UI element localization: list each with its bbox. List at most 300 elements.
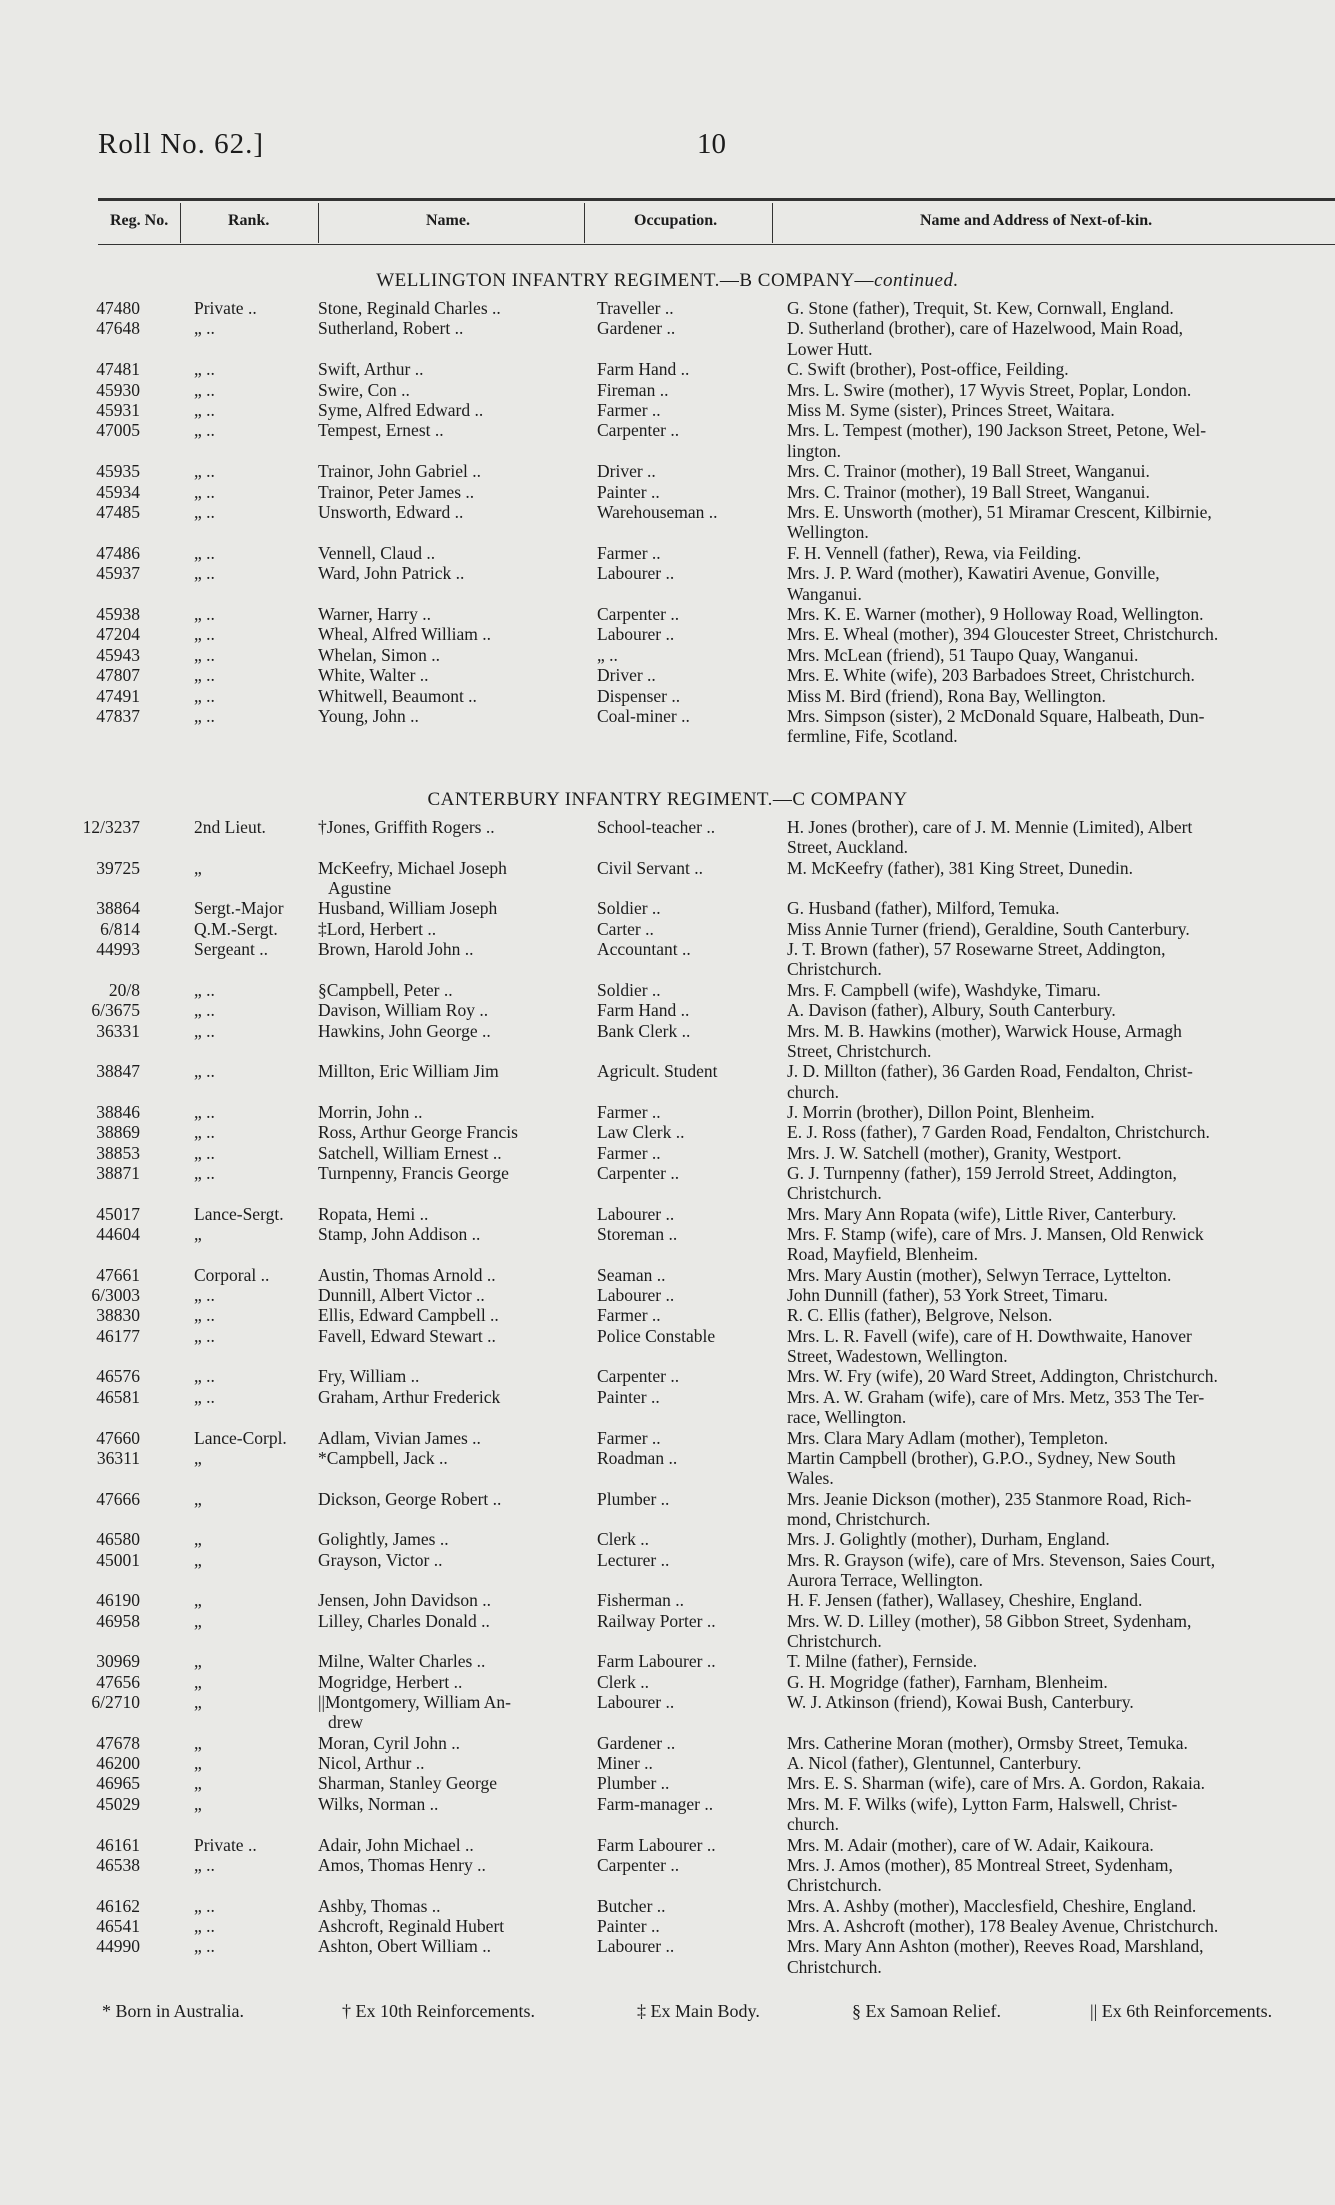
- footnote: * Born in Australia.: [102, 2001, 244, 2021]
- rank: „: [194, 1732, 202, 1753]
- table-row: [0, 380, 1335, 400]
- soldier-name: Vennell, Claud ..: [318, 542, 436, 563]
- rank: Private ..: [194, 298, 257, 318]
- table-row: [0, 359, 1335, 379]
- occupation: Plumber ..: [597, 1773, 670, 1794]
- soldier-name: Lilley, Charles Donald ..: [318, 1610, 490, 1631]
- table-row: [0, 604, 1335, 624]
- rank: 2nd Lieut.: [194, 817, 266, 837]
- reg-number: 46541: [96, 1915, 140, 1936]
- soldier-name: Trainor, John Gabriel ..: [318, 461, 481, 482]
- reg-number: 38871: [96, 1162, 140, 1183]
- occupation: Coal-miner ..: [597, 706, 690, 726]
- rank: „: [194, 1651, 202, 1672]
- rank: „: [194, 1773, 202, 1794]
- occupation: Farmer ..: [597, 1142, 661, 1163]
- soldier-name: ||Montgomery, William An-: [318, 1692, 511, 1713]
- table-row: [0, 563, 1335, 583]
- occupation: Carpenter ..: [597, 1366, 680, 1387]
- soldier-name: Mogridge, Herbert ..: [318, 1671, 463, 1692]
- rank: Corporal ..: [194, 1264, 270, 1285]
- rank: Lance-Sergt.: [194, 1203, 284, 1224]
- footnote: § Ex Samoan Relief.: [852, 2001, 1001, 2021]
- rank: „: [194, 1793, 202, 1814]
- occupation: Farm Hand ..: [597, 359, 690, 380]
- reg-number: 47486: [96, 542, 140, 563]
- occupation: Storeman ..: [597, 1224, 678, 1244]
- occupation: Labourer ..: [597, 563, 675, 584]
- next-of-kin: Mrs. R. Grayson (wife), care of Mrs. Stevenson, Saies Court,: [787, 1549, 1216, 1570]
- reg-number: 38853: [96, 1142, 140, 1163]
- soldier-name: Hawkins, John George ..: [318, 1020, 491, 1041]
- next-of-kin: Mrs. Mary Ann Ropata (wife), Little River, Canterbury.: [787, 1203, 1177, 1224]
- next-of-kin: Miss M. Syme (sister), Princes Street, Waitara.: [787, 400, 1115, 420]
- soldier-name: Unsworth, Edward ..: [318, 502, 464, 522]
- occupation: Farmer ..: [597, 400, 661, 420]
- name-continued: drew: [328, 1712, 363, 1733]
- soldier-name: Graham, Arthur Frederick: [318, 1386, 501, 1407]
- rank: Sergeant ..: [194, 939, 269, 960]
- table-row: [0, 686, 1335, 706]
- reg-number: 45017: [96, 1203, 140, 1224]
- col-name: Name.: [426, 212, 470, 229]
- soldier-name: *Campbell, Jack ..: [318, 1447, 448, 1468]
- next-of-kin: H. Jones (brother), care of J. M. Mennie (Limited), Albert: [787, 817, 1193, 837]
- soldier-name: Syme, Alfred Edward ..: [318, 400, 484, 420]
- reg-number: 38847: [96, 1061, 140, 1082]
- column-divider: [180, 203, 181, 243]
- soldier-name: Austin, Thomas Arnold ..: [318, 1264, 496, 1285]
- soldier-name: Amos, Thomas Henry ..: [318, 1854, 486, 1875]
- next-of-kin: J. D. Millton (father), 36 Garden Road, Fendalton, Christ-: [787, 1061, 1193, 1082]
- soldier-name: Young, John ..: [318, 706, 419, 726]
- next-of-kin-continued: Wanganui.: [787, 583, 862, 604]
- reg-number: 46162: [96, 1895, 140, 1916]
- next-of-kin: Mrs. L. Swire (mother), 17 Wyvis Street, Poplar, London.: [787, 379, 1192, 400]
- reg-number: 47656: [96, 1671, 140, 1692]
- next-of-kin: John Dunnill (father), 53 York Street, Timaru.: [787, 1285, 1108, 1306]
- occupation: Traveller ..: [597, 298, 674, 318]
- next-of-kin: D. Sutherland (brother), care of Hazelwood, Main Road,: [787, 318, 1184, 339]
- rank: „ ..: [194, 420, 215, 441]
- footnote: ‡ Ex Main Body.: [637, 2001, 760, 2021]
- rank: „ ..: [194, 979, 215, 1000]
- table-row: [0, 1733, 1335, 1753]
- table-row: [0, 980, 1335, 1000]
- reg-number: 46190: [96, 1590, 140, 1611]
- next-of-kin: Mrs. E. Wheal (mother), 394 Gloucester Street, Christchurch.: [787, 624, 1219, 645]
- next-of-kin: R. C. Ellis (father), Belgrove, Nelson.: [787, 1305, 1053, 1326]
- reg-number: 46538: [96, 1854, 140, 1875]
- next-of-kin-continued: lington.: [787, 440, 841, 461]
- next-of-kin: Mrs. Simpson (sister), 2 McDonald Square, Halbeath, Dun-: [787, 706, 1205, 726]
- next-of-kin: Miss M. Bird (friend), Rona Bay, Wellington.: [787, 685, 1106, 706]
- next-of-kin: Mrs. W. Fry (wife), 20 Ward Street, Addington, Christchurch.: [787, 1366, 1218, 1387]
- soldier-name: Wheal, Alfred William ..: [318, 624, 491, 645]
- table-row: [0, 1000, 1335, 1020]
- reg-number: 30969: [96, 1651, 140, 1672]
- next-of-kin: Mrs. J. Golightly (mother), Durham, England.: [787, 1529, 1110, 1550]
- table-row: [0, 1021, 1335, 1041]
- soldier-name: Dickson, George Robert ..: [318, 1488, 502, 1509]
- occupation: Carpenter ..: [597, 1162, 680, 1183]
- reg-number: 46576: [96, 1366, 140, 1387]
- table-row: [0, 939, 1335, 959]
- table-row: [0, 1326, 1335, 1346]
- table-row: [0, 1448, 1335, 1468]
- reg-number: 46958: [96, 1610, 140, 1631]
- occupation: Gardener ..: [597, 1732, 676, 1753]
- reg-number: 47648: [96, 318, 140, 339]
- occupation: Farmer ..: [597, 542, 661, 563]
- occupation: Civil Servant ..: [597, 857, 703, 878]
- soldier-name: Favell, Edward Stewart ..: [318, 1325, 496, 1346]
- soldier-name: Sharman, Stanley George: [318, 1773, 498, 1794]
- header-rule-top: [98, 198, 1335, 201]
- occupation: Farm Labourer ..: [597, 1834, 716, 1855]
- reg-number: 47678: [96, 1732, 140, 1753]
- next-of-kin: Mrs. L. Tempest (mother), 190 Jackson Street, Petone, Wel-: [787, 420, 1207, 441]
- rank: „ ..: [194, 502, 215, 522]
- next-of-kin: M. McKeefry (father), 381 King Street, Dunedin.: [787, 857, 1134, 878]
- rank: „: [194, 1753, 202, 1774]
- occupation: Farmer ..: [597, 1305, 661, 1326]
- next-of-kin: J. Morrin (brother), Dillon Point, Blenheim.: [787, 1101, 1095, 1122]
- rank: „ ..: [194, 1285, 215, 1306]
- rank: „: [194, 1447, 202, 1468]
- column-divider: [584, 203, 585, 243]
- reg-number: 45934: [96, 481, 140, 502]
- table-row: [0, 1835, 1335, 1855]
- next-of-kin: Mrs. M. B. Hawkins (mother), Warwick House, Armagh: [787, 1020, 1182, 1041]
- occupation: Labourer ..: [597, 1936, 675, 1957]
- reg-number: 46581: [96, 1386, 140, 1407]
- occupation: Soldier ..: [597, 898, 661, 919]
- reg-number: 38869: [96, 1122, 140, 1143]
- table-row: [0, 706, 1335, 726]
- next-of-kin-continued: Street, Christchurch.: [787, 1040, 932, 1061]
- rank: „ ..: [194, 1895, 215, 1916]
- occupation: Clerk ..: [597, 1671, 650, 1692]
- rank: „: [194, 1692, 202, 1713]
- rank: „: [194, 1529, 202, 1550]
- next-of-kin: Mrs. Mary Ann Ashton (mother), Reeves Road, Marshland,: [787, 1936, 1204, 1957]
- occupation: Farmer ..: [597, 1427, 661, 1448]
- soldier-name: Sutherland, Robert ..: [318, 318, 464, 339]
- occupation: Farm-manager ..: [597, 1793, 714, 1814]
- reg-number: 47666: [96, 1488, 140, 1509]
- reg-number: 47485: [96, 502, 140, 522]
- section-title-wellington: WELLINGTON INFANTRY REGIMENT.—B COMPANY—continued.: [376, 270, 959, 291]
- soldier-name: Husband, William Joseph: [318, 898, 498, 919]
- table-row: [0, 1936, 1335, 1956]
- next-of-kin-continued: Christchurch.: [787, 1183, 882, 1204]
- rank: „ ..: [194, 1366, 215, 1387]
- occupation: Gardener ..: [597, 318, 676, 339]
- next-of-kin-continued: mond, Christchurch.: [787, 1508, 931, 1529]
- reg-number: 45001: [96, 1549, 140, 1570]
- reg-number: 20/8: [108, 979, 140, 1000]
- occupation: Labourer ..: [597, 1203, 675, 1224]
- soldier-name: Milne, Walter Charles ..: [318, 1651, 486, 1672]
- soldier-name: White, Walter ..: [318, 665, 429, 686]
- col-rank: Rank.: [228, 212, 270, 229]
- next-of-kin-continued: Christchurch.: [787, 1956, 882, 1977]
- table-row: [0, 1611, 1335, 1631]
- rank: „ ..: [194, 1122, 215, 1143]
- reg-number: 38864: [96, 898, 140, 919]
- soldier-name: Stamp, John Addison ..: [318, 1224, 481, 1244]
- reg-number: 45029: [96, 1793, 140, 1814]
- occupation: Labourer ..: [597, 1692, 675, 1713]
- occupation: Soldier ..: [597, 979, 661, 1000]
- rank: „ ..: [194, 1020, 215, 1041]
- rank: „ ..: [194, 359, 215, 380]
- soldier-name: Ross, Arthur George Francis: [318, 1122, 518, 1143]
- soldier-name: ‡Lord, Herbert ..: [318, 918, 437, 939]
- reg-number: 36331: [96, 1020, 140, 1041]
- table-row: [0, 1489, 1335, 1509]
- reg-number: 47005: [96, 420, 140, 441]
- rank: „ ..: [194, 1915, 215, 1936]
- next-of-kin-continued: Christchurch.: [787, 1631, 882, 1651]
- next-of-kin: G. Husband (father), Milford, Temuka.: [787, 898, 1060, 919]
- table-row: [0, 1753, 1335, 1773]
- occupation: Farm Labourer ..: [597, 1651, 716, 1672]
- next-of-kin: A. Davison (father), Albury, South Canterbury.: [787, 1000, 1116, 1021]
- rank: „ ..: [194, 379, 215, 400]
- reg-number: 47480: [96, 298, 140, 318]
- next-of-kin-continued: church.: [787, 1081, 839, 1102]
- reg-number: 44604: [96, 1224, 140, 1244]
- rank: „ ..: [194, 1000, 215, 1021]
- soldier-name: Stone, Reginald Charles ..: [318, 298, 501, 318]
- next-of-kin-continued: Wales.: [787, 1468, 834, 1489]
- reg-number: 46161: [96, 1834, 140, 1855]
- footnote: || Ex 6th Reinforcements.: [1090, 2001, 1273, 2021]
- next-of-kin-continued: Lower Hutt.: [787, 338, 873, 359]
- rank: „ ..: [194, 461, 215, 482]
- soldier-name: Adlam, Vivian James ..: [318, 1427, 481, 1448]
- col-occupation: Occupation.: [634, 212, 718, 229]
- next-of-kin: A. Nicol (father), Glentunnel, Canterbury.: [787, 1753, 1082, 1774]
- next-of-kin-continued: Christchurch.: [787, 1875, 882, 1896]
- reg-number: 47491: [96, 685, 140, 706]
- next-of-kin: J. T. Brown (father), 57 Rosewarne Street, Addington,: [787, 939, 1166, 960]
- next-of-kin-continued: Aurora Terrace, Wellington.: [787, 1569, 983, 1590]
- reg-number: 6/814: [100, 918, 140, 939]
- next-of-kin-continued: Street, Auckland.: [787, 837, 909, 858]
- reg-number: 12/3237: [82, 817, 140, 837]
- soldier-name: Fry, William ..: [318, 1366, 420, 1387]
- soldier-name: Ward, John Patrick ..: [318, 563, 465, 584]
- occupation: Carpenter ..: [597, 1854, 680, 1875]
- footnote: † Ex 10th Reinforcements.: [342, 2001, 535, 2021]
- next-of-kin: G. Stone (father), Trequit, St. Kew, Cornwall, England.: [787, 298, 1174, 318]
- occupation: Seaman ..: [597, 1264, 666, 1285]
- table-row: [0, 1550, 1335, 1570]
- occupation: Roadman ..: [597, 1447, 678, 1468]
- next-of-kin: Mrs. E. White (wife), 203 Barbadoes Street, Christchurch.: [787, 665, 1195, 686]
- reg-number: 47661: [96, 1264, 140, 1285]
- rank: Sergt.-Major: [194, 898, 284, 919]
- next-of-kin-continued: fermline, Fife, Scotland.: [787, 726, 958, 747]
- table-row: [0, 624, 1335, 644]
- occupation: Fisherman ..: [597, 1590, 685, 1611]
- table-row: [0, 482, 1335, 502]
- next-of-kin: F. H. Vennell (father), Rewa, via Feilding.: [787, 542, 1082, 563]
- rank: „ ..: [194, 1325, 215, 1346]
- table-row: [0, 400, 1335, 420]
- table-row: [0, 1102, 1335, 1122]
- reg-number: 6/3003: [91, 1285, 140, 1306]
- occupation: Butcher ..: [597, 1895, 666, 1916]
- table-row: [0, 1387, 1335, 1407]
- rank: Lance-Corpl.: [194, 1427, 287, 1448]
- reg-number: 45937: [96, 563, 140, 584]
- reg-number: 38846: [96, 1101, 140, 1122]
- reg-number: 38830: [96, 1305, 140, 1326]
- reg-number: 46177: [96, 1325, 140, 1346]
- next-of-kin: E. J. Ross (father), 7 Garden Road, Fendalton, Christchurch.: [787, 1122, 1210, 1143]
- table-row: [0, 1896, 1335, 1916]
- next-of-kin: Mrs. Clara Mary Adlam (mother), Templeton.: [787, 1427, 1109, 1448]
- occupation: Bank Clerk ..: [597, 1020, 691, 1041]
- column-divider: [772, 203, 773, 243]
- occupation: Driver ..: [597, 461, 656, 482]
- section-title-canterbury: CANTERBURY INFANTRY REGIMENT.—C COMPANY: [427, 789, 908, 810]
- next-of-kin: Mrs. M. Adair (mother), care of W. Adair, Kaikoura.: [787, 1834, 1154, 1855]
- rank: Private ..: [194, 1834, 257, 1855]
- soldier-name: Nicol, Arthur ..: [318, 1753, 425, 1774]
- soldier-name: Brown, Harold John ..: [318, 939, 474, 960]
- soldier-name: Ellis, Edward Campbell ..: [318, 1305, 499, 1326]
- next-of-kin: Mrs. E. Unsworth (mother), 51 Miramar Crescent, Kilbirnie,: [787, 502, 1212, 522]
- table-row: [0, 817, 1335, 837]
- occupation: Fireman ..: [597, 379, 669, 400]
- reg-number: 47481: [96, 359, 140, 380]
- occupation: Painter ..: [597, 1386, 660, 1407]
- next-of-kin-continued: race, Wellington.: [787, 1407, 907, 1428]
- next-of-kin: Mrs. A. Ashcroft (mother), 178 Bealey Avenue, Christchurch.: [787, 1915, 1219, 1936]
- soldier-name: McKeefry, Michael Joseph: [318, 857, 507, 878]
- soldier-name: Ashcroft, Reginald Hubert: [318, 1915, 505, 1936]
- occupation: Labourer ..: [597, 1285, 675, 1306]
- next-of-kin: Mrs. Catherine Moran (mother), Ormsby Street, Temuka.: [787, 1732, 1188, 1753]
- next-of-kin: Mrs. Jeanie Dickson (mother), 235 Stanmore Road, Rich-: [787, 1488, 1192, 1509]
- reg-number: 44993: [96, 939, 140, 960]
- next-of-kin: W. J. Atkinson (friend), Kowai Bush, Canterbury.: [787, 1692, 1134, 1713]
- name-continued: Agustine: [328, 878, 392, 899]
- soldier-name: Grayson, Victor ..: [318, 1549, 443, 1570]
- rank: „ ..: [194, 1305, 215, 1326]
- table-row: [0, 1122, 1335, 1142]
- next-of-kin: Mrs. K. E. Warner (mother), 9 Holloway Road, Wellington.: [787, 604, 1204, 624]
- reg-number: 6/3675: [91, 1000, 140, 1021]
- table-row: [0, 665, 1335, 685]
- next-of-kin: T. Milne (father), Fernside.: [787, 1651, 978, 1672]
- next-of-kin: Mrs. A. Ashby (mother), Macclesfield, Cheshire, England.: [787, 1895, 1197, 1916]
- soldier-name: Davison, William Roy ..: [318, 1000, 489, 1021]
- next-of-kin: C. Swift (brother), Post-office, Feilding.: [787, 359, 1069, 380]
- soldier-name: Moran, Cyril John ..: [318, 1732, 460, 1753]
- occupation: Lecturer ..: [597, 1549, 670, 1570]
- next-of-kin: G. J. Turnpenny (father), 159 Jerrold Street, Addington,: [787, 1162, 1177, 1183]
- rank: Q.M.-Sergt.: [194, 918, 278, 939]
- soldier-name: Satchell, William Ernest ..: [318, 1142, 502, 1163]
- next-of-kin: Mrs. W. D. Lilley (mother), 58 Gibbon Street, Sydenham,: [787, 1610, 1192, 1631]
- rank: „: [194, 1610, 202, 1631]
- rank: „ ..: [194, 706, 215, 726]
- occupation: Police Constable: [597, 1325, 716, 1346]
- col-next-of-kin: Name and Address of Next-of-kin.: [920, 212, 1153, 229]
- next-of-kin: Mrs. C. Trainor (mother), 19 Ball Street, Wanganui.: [787, 481, 1150, 502]
- table-row: [0, 1366, 1335, 1386]
- soldier-name: Ashton, Obert William ..: [318, 1936, 491, 1957]
- reg-number: 45930: [96, 379, 140, 400]
- table-row: [0, 1794, 1335, 1814]
- table-row: [0, 1855, 1335, 1875]
- soldier-name: Millton, Eric William Jim: [318, 1061, 499, 1082]
- table-row: [0, 1224, 1335, 1244]
- table-row: [0, 858, 1335, 878]
- soldier-name: Golightly, James ..: [318, 1529, 449, 1550]
- reg-number: 45931: [96, 400, 140, 420]
- occupation: Clerk ..: [597, 1529, 650, 1550]
- table-row: [0, 298, 1335, 318]
- table-row: [0, 1428, 1335, 1448]
- header-rule-bottom: [98, 244, 1335, 245]
- soldier-name: Ropata, Hemi ..: [318, 1203, 429, 1224]
- rank: „ ..: [194, 624, 215, 645]
- occupation: Painter ..: [597, 481, 660, 502]
- table-row: [0, 898, 1335, 918]
- table-row: [0, 1143, 1335, 1163]
- table-row: [0, 318, 1335, 338]
- next-of-kin: H. F. Jensen (father), Wallasey, Cheshire, England.: [787, 1590, 1143, 1611]
- reg-number: 46965: [96, 1773, 140, 1794]
- rank: „ ..: [194, 1101, 215, 1122]
- soldier-name: Whitwell, Beaumont ..: [318, 685, 477, 706]
- occupation: Law Clerk ..: [597, 1122, 685, 1143]
- rank: „ ..: [194, 604, 215, 624]
- next-of-kin: Mrs. L. R. Favell (wife), care of H. Dowthwaite, Hanover: [787, 1325, 1192, 1346]
- table-row: [0, 543, 1335, 563]
- table-row: [0, 1773, 1335, 1793]
- reg-number: 47204: [96, 624, 140, 645]
- occupation: Plumber ..: [597, 1488, 670, 1509]
- soldier-name: Whelan, Simon ..: [318, 644, 440, 665]
- page-number: 10: [697, 128, 726, 160]
- next-of-kin: Mrs. M. F. Wilks (wife), Lytton Farm, Halswell, Christ-: [787, 1793, 1178, 1814]
- rank: „: [194, 1671, 202, 1692]
- next-of-kin: Martin Campbell (brother), G.P.O., Sydney, New South: [787, 1447, 1176, 1468]
- soldier-name: §Campbell, Peter ..: [318, 979, 453, 1000]
- reg-number: 45943: [96, 644, 140, 665]
- next-of-kin: G. H. Mogridge (father), Farnham, Blenheim.: [787, 1671, 1108, 1692]
- rank: „ ..: [194, 685, 215, 706]
- soldier-name: Trainor, Peter James ..: [318, 481, 475, 502]
- occupation: Carter ..: [597, 918, 654, 939]
- table-row: [0, 1590, 1335, 1610]
- soldier-name: Warner, Harry ..: [318, 604, 432, 624]
- occupation: Warehouseman ..: [597, 502, 718, 522]
- soldier-name: Tempest, Ernest ..: [318, 420, 444, 441]
- next-of-kin: Mrs. J. P. Ward (mother), Kawatiri Avenue, Gonville,: [787, 563, 1160, 584]
- occupation: Farm Hand ..: [597, 1000, 690, 1021]
- rank: „ ..: [194, 563, 215, 584]
- occupation: Carpenter ..: [597, 420, 680, 441]
